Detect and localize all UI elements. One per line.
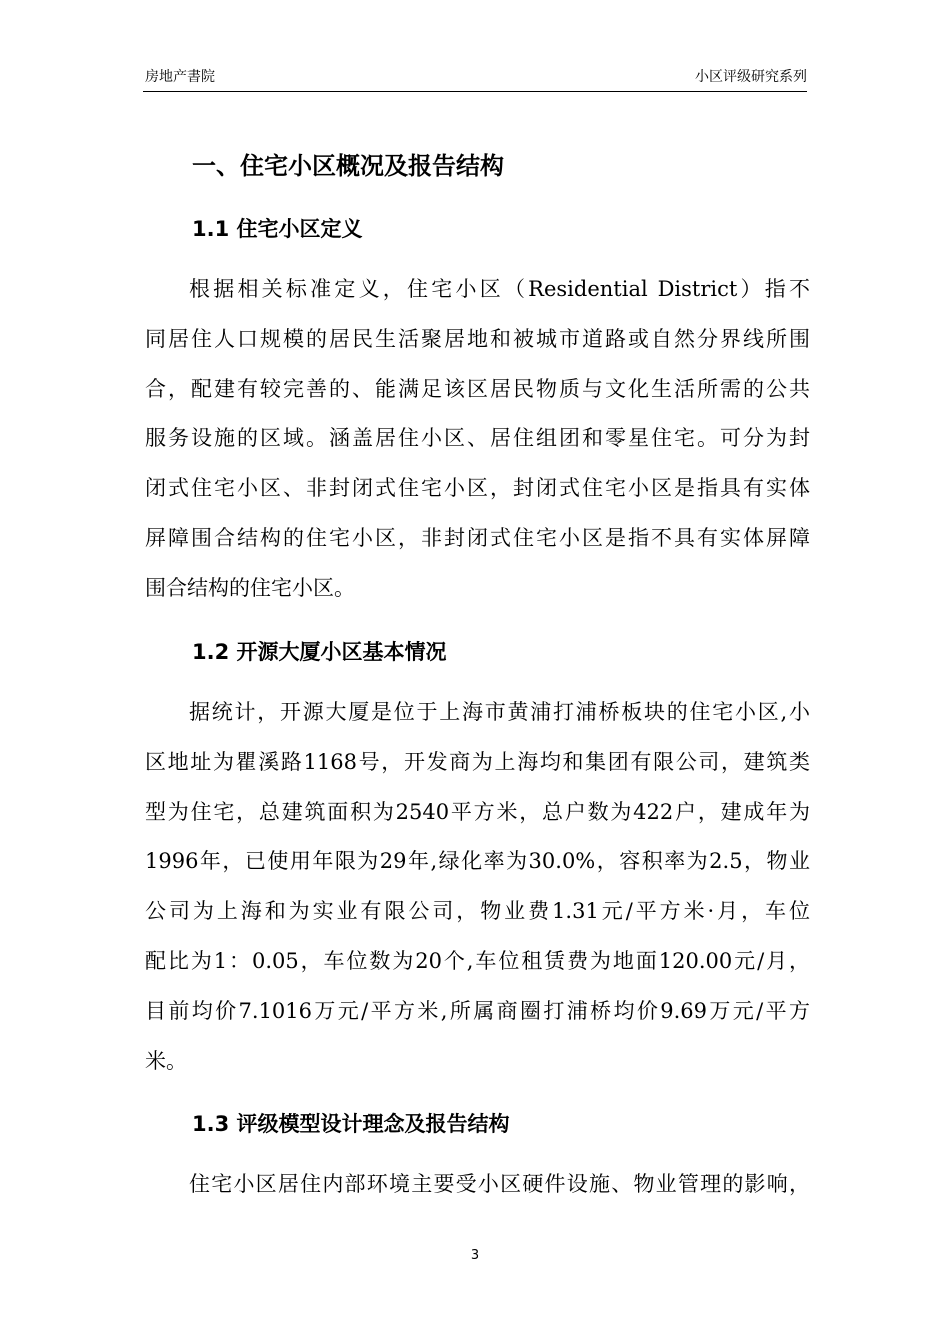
- text-line: 根据相关标准定义，住宅小区（Residential District）指不: [189, 277, 810, 301]
- header-right: 小区评级研究系列: [695, 69, 807, 85]
- section-heading: 1.3 评级模型设计理念及报告结构: [192, 1112, 510, 1136]
- chapter-title: 一、住宅小区概况及报告结构: [192, 152, 504, 180]
- text-line: 配比为1：0.05，车位数为20个,车位租赁费为地面120.00元/月，: [145, 948, 810, 973]
- text-line: 米。: [145, 1048, 187, 1073]
- text-line: 公司为上海和为实业有限公司，物业费1.31元/平方米·月，车位: [145, 899, 810, 924]
- section-heading: 1.1 住宅小区定义: [192, 217, 363, 241]
- text-line: 目前均价7.1016万元/平方米,所属商圈打浦桥均价9.69万元/平方: [145, 998, 810, 1023]
- header-rule: [143, 91, 807, 92]
- text-line: 同居住人口规模的居民生活聚居地和被城市道路或自然分界线所围: [145, 326, 810, 351]
- text-line: 型为住宅，总建筑面积为2540平方米，总户数为422户，建成年为: [145, 799, 810, 824]
- paragraph: [145, 274, 810, 623]
- paragraph: [145, 697, 810, 1095]
- text-line: 闭式住宅小区、非封闭式住宅小区，封闭式住宅小区是指具有实体: [145, 476, 810, 501]
- text-line: 服务设施的区域。涵盖居住小区、居住组团和零星住宅。可分为封: [145, 426, 810, 451]
- text-line: 合，配建有较完善的、能满足该区居民物质与文化生活所需的公共: [145, 376, 810, 401]
- header-left: 房地产書院: [145, 69, 215, 85]
- paragraph: [145, 1169, 810, 1219]
- text-line: 屏障围合结构的住宅小区，非封闭式住宅小区是指不具有实体屏障: [145, 525, 810, 550]
- text-line: 住宅小区居住内部环境主要受小区硬件设施、物业管理的影响，: [189, 1172, 810, 1196]
- section-heading: 1.2 开源大厦小区基本情况: [192, 640, 447, 664]
- text-line: 据统计，开源大厦是位于上海市黄浦打浦桥板块的住宅小区,小: [189, 700, 810, 724]
- text-line: 围合结构的住宅小区。: [145, 575, 355, 600]
- text-line: 区地址为瞿溪路1168号，开发商为上海均和集团有限公司，建筑类: [145, 749, 810, 774]
- text-line: 1996年，已使用年限为29年,绿化率为30.0%，容积率为2.5，物业: [145, 849, 810, 874]
- page-number: 3: [470, 1248, 480, 1263]
